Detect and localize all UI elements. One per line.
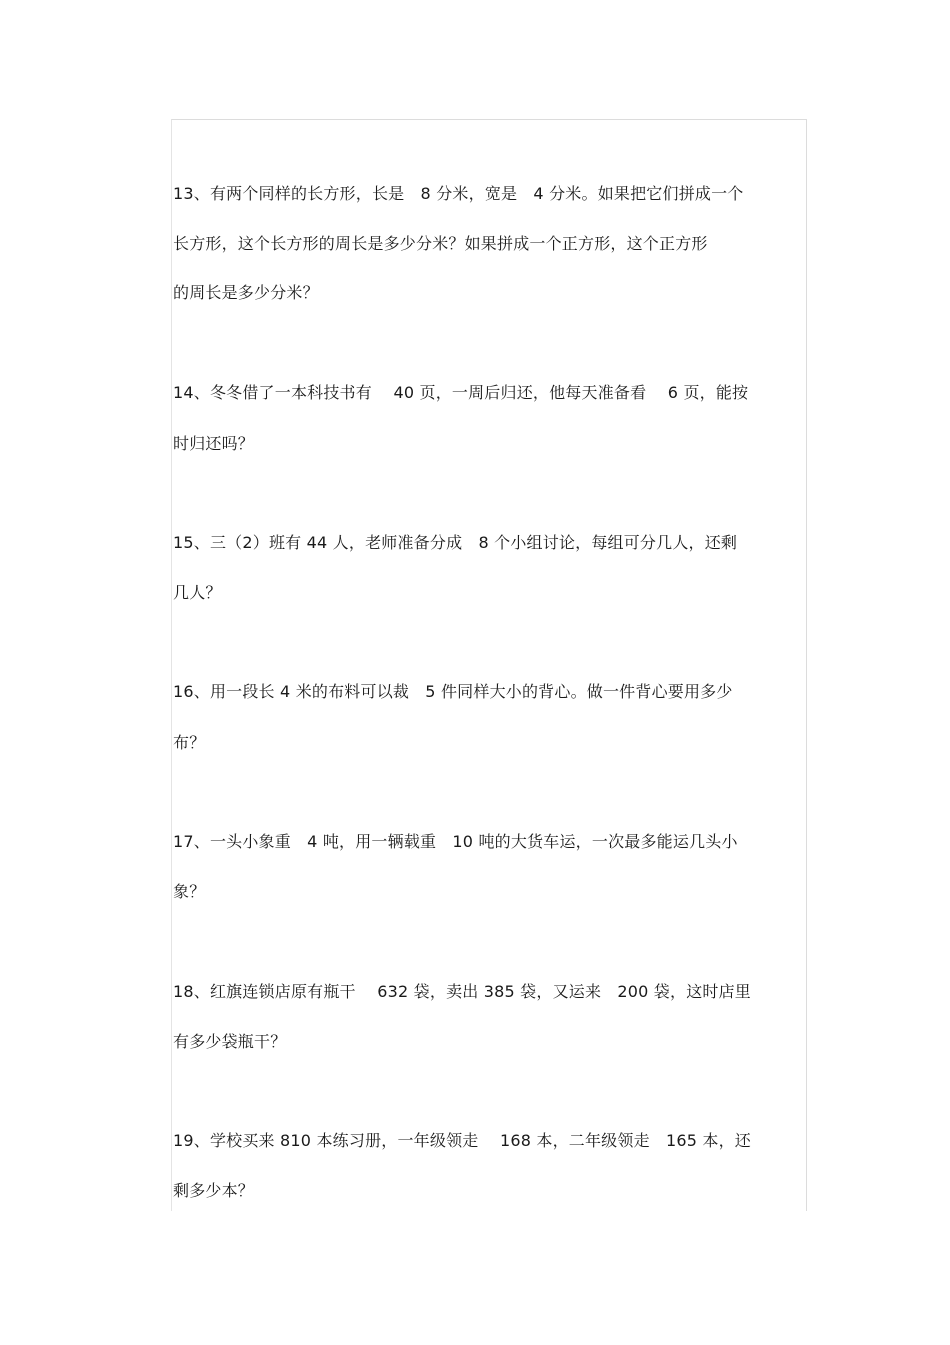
problem-13-line-2: 长方形，这个长方形的周长是多少分米？如果拼成一个正方形，这个正方形 <box>173 234 708 253</box>
problem-14-line-1: 14、冬冬借了一本科技书有 40 页，一周后归还，他每天准备看 6 页，能按 <box>173 383 749 402</box>
problem-17-line-1: 17、一头小象重 4 吨，用一辆载重 10 吨的大货车运，一次最多能运几头小 <box>173 832 738 851</box>
problem-15-line-1: 15、三（2）班有 44 人，老师准备分成 8 个小组讨论，每组可分几人，还剩 <box>173 533 738 552</box>
problem-17-line-2: 象？ <box>173 882 206 901</box>
problem-13-line-1: 13、有两个同样的长方形，长是 8 分米，宽是 4 分米。如果把它们拼成一个 <box>173 184 744 203</box>
problem-16-line-2: 布？ <box>173 733 206 752</box>
problem-19-line-1: 19、学校买来 810 本练习册，一年级领走 168 本，二年级领走 165 本，还 <box>173 1131 752 1150</box>
problem-18-line-2: 有多少袋瓶干？ <box>173 1032 287 1051</box>
problem-15-line-2: 几人？ <box>173 583 222 602</box>
problem-14-line-2: 时归还吗？ <box>173 434 255 453</box>
problem-18-line-1: 18、红旗连锁店原有瓶干 632 袋，卖出 385 袋，又运来 200 袋，这时店里 <box>173 982 752 1001</box>
problem-16-line-1: 16、用一段长 4 米的布料可以裁 5 件同样大小的背心。做一件背心要用多少 <box>173 682 733 701</box>
problem-19-line-2: 剩多少本？ <box>173 1181 255 1200</box>
problem-13-line-3: 的周长是多少分米？ <box>173 283 319 302</box>
